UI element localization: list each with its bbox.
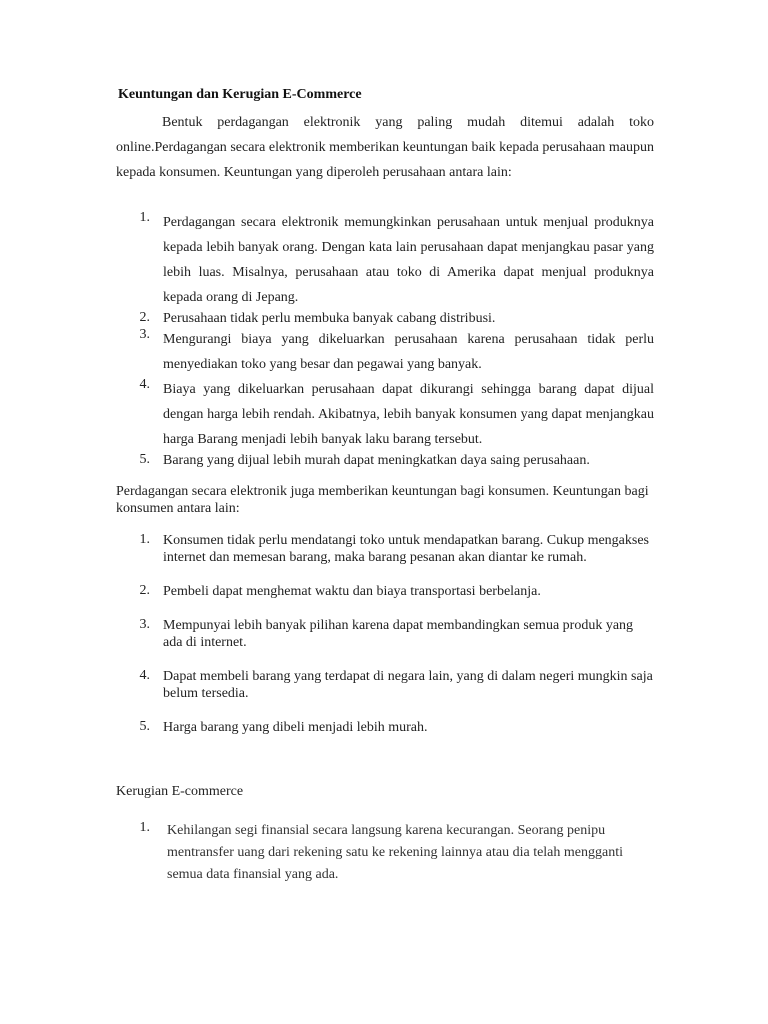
- list-number: 4.: [139, 668, 150, 683]
- list-item: [130, 310, 654, 327]
- list-item: [130, 210, 654, 310]
- list-text: Perdagangan secara elektronik memungkinkan perusahaan untuk menjual produknya kepada lebih banyak orang. Dengan kata lain perusahaan dapat menjangkau pasar yang lebih luas. Misalnya, perusahaan atau toko di Amerika dapat menjual produknya kepada orang di Jepang.: [163, 215, 654, 305]
- list-number: 5.: [139, 452, 150, 467]
- document-title: Keuntungan dan Kerugian E-Commerce: [118, 87, 362, 102]
- list-number: 1.: [139, 820, 150, 835]
- list-item: [130, 820, 658, 886]
- list-number: 3.: [139, 327, 150, 342]
- list-text: Dapat membeli barang yang terdapat di negara lain, yang di dalam negeri mungkin saja belum tersedia.: [163, 669, 653, 701]
- list-number: 2.: [139, 310, 150, 325]
- list-item: [130, 668, 654, 702]
- list-item: [130, 452, 654, 469]
- list-text: Kehilangan segi finansial secara langsung karena kecurangan. Seorang penipu mentransfer uang dari rekening satu ke rekening lainnya atau dia telah mengganti semua data finansial yang ada.: [167, 823, 623, 882]
- list-text: Biaya yang dikeluarkan perusahaan dapat dikurangi sehingga barang dapat dijual dengan harga lebih rendah. Akibatnya, lebih banyak konsumen yang dapat menjangkau harga Barang menjadi lebih banyak laku barang tersebut.: [163, 382, 654, 447]
- list-text: Konsumen tidak perlu mendatangi toko untuk mendapatkan barang. Cukup mengakses internet dan memesan barang, maka barang pesanan akan diantar ke rumah.: [163, 533, 650, 565]
- list-text: Perusahaan tidak perlu membuka banyak cabang distribusi.: [163, 311, 496, 326]
- intro-text: Bentuk perdagangan elektronik yang paling mudah ditemui adalah toko online.Perdagangan secara elektronik memberikan keuntungan baik kepada perusahaan maupun kepada konsumen. Keuntungan yang diperoleh perusahaan antara lain:: [116, 115, 654, 180]
- list-number: 5.: [139, 719, 150, 734]
- list-text: Mengurangi biaya yang dikeluarkan perusahaan karena perusahaan tidak perlu menyediakan toko yang besar dan pegawai yang banyak.: [163, 332, 654, 372]
- consumer-benefits-list: [130, 532, 654, 753]
- losses-list: [130, 820, 658, 886]
- list-item: [130, 327, 654, 377]
- company-benefits-list: [130, 210, 654, 469]
- list-number: 2.: [139, 583, 150, 598]
- list-number: 1.: [139, 210, 150, 225]
- list-item: [130, 719, 654, 736]
- list-text: Harga barang yang dibeli menjadi lebih murah.: [163, 720, 428, 735]
- list-text: Barang yang dijual lebih murah dapat meningkatkan daya saing perusahaan.: [163, 453, 590, 468]
- intro-paragraph: [116, 110, 654, 185]
- list-item: [130, 532, 654, 566]
- list-text: Pembeli dapat menghemat waktu dan biaya transportasi berbelanja.: [163, 584, 541, 599]
- list-text: Mempunyai lebih banyak pilihan karena dapat membandingkan semua produk yang ada di internet.: [163, 618, 634, 650]
- list-item: [130, 617, 654, 651]
- losses-heading: Kerugian E-commerce: [116, 784, 244, 799]
- list-item: [130, 377, 654, 452]
- list-number: 3.: [139, 617, 150, 632]
- list-number: 4.: [139, 377, 150, 392]
- list-item: [130, 583, 654, 600]
- consumer-intro-paragraph: Perdagangan secara elektronik juga memberikan keuntungan bagi konsumen. Keuntungan bagi konsumen antara lain:: [116, 484, 649, 516]
- list-number: 1.: [139, 532, 150, 547]
